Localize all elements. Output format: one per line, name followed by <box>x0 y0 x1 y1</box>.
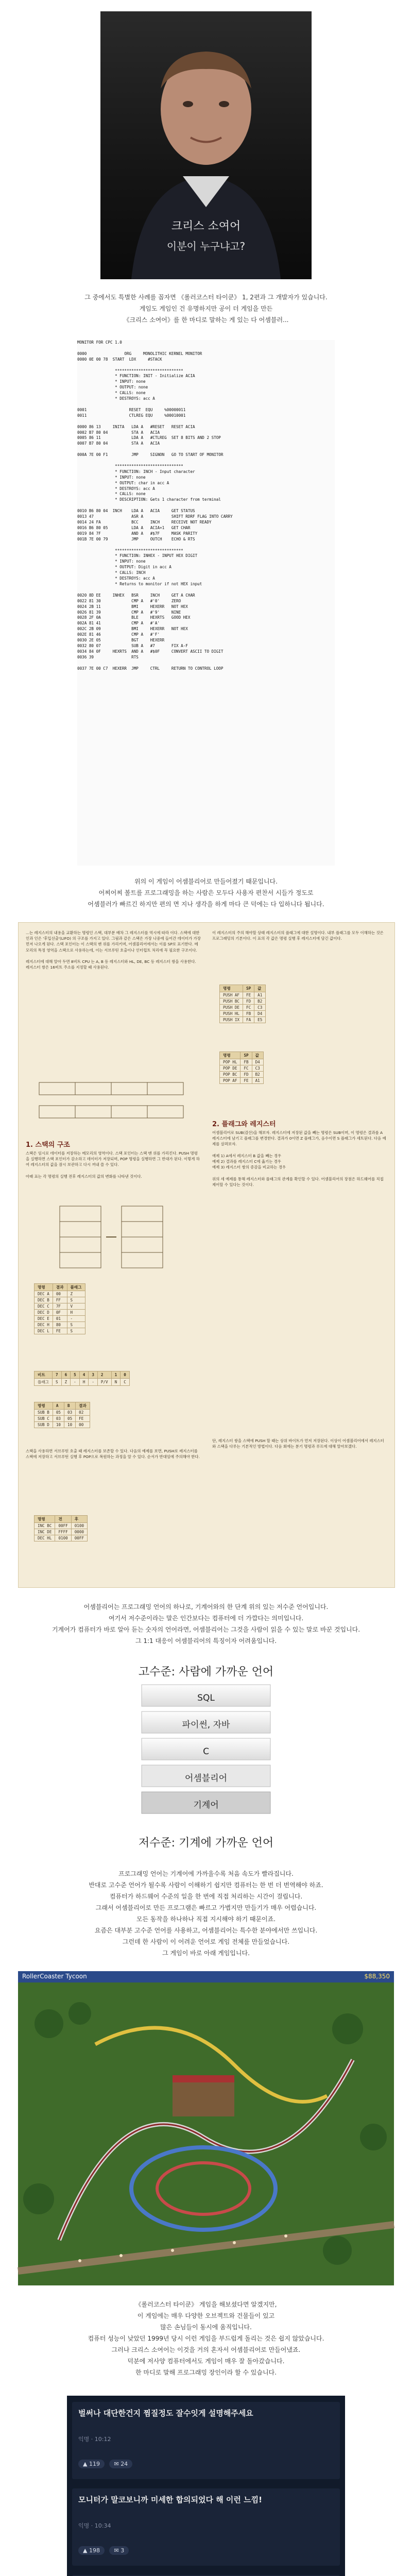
assembly-code-listing: MONITOR FOR CPC 1.0 0000 ORG MONOLITHIC KERNEL MONITOR 0000 0E 00 78 START LDX #STACK ***************************** * FUNCTION: INIT - Initialize ACIA * INPUT: none * OUTPUT: none * CALLS: none * DESTROYS: acc A 0001 RESET EQU %00000011 0011 CTLREG EQU %00010001 0000 86 13 INITA LDA A #RESET RESET ACIA 0002 B7 80 04 STA A ACIA 0005 86 11 LDA A #CTLREG SET 8 BITS AND 2 STOP 0007 B7 80 04 STA A ACIA 000A 7E 00 F1 JMP SIGNON GO TO START OF MONITOR ***************************** * FUNCTION: INCH - Input character * INPUT: none * OUTPUT: char in acc A * DESTROYS: acc A * CALLS: none * DESCRIPTION: Gets 1 character from terminal 0010 B6 80 04 INCH LDA A ACIA GET STATUS 0013 47 ASR A SHIFT RDRF FLAG INTO CARRY 0014 24 FA BCC INCH RECEIVE NOT READY 0016 B6 80 05 LDA A ACIA+1 GET CHAR 0019 84 7F AND A #$7F MASK PARITY 001B 7E 00 79 JMP OUTCH ECHO & RTS ***************************** * FUNCTION: INHEX - INPUT HEX DIGIT * INPUT: none * OUTPUT: Digit in acc A * CALLS: INCH * DESTROYS: acc A * Returns to monitor if not HEX input 0020 8D EE INHEX BSR INCH GET A CHAR 0022 81 30 CMP A #'0' ZERO 0024 2B 11 BMI HEXERR NOT HEX 0026 81 39 CMP A #'9' NINE 0028 2F 0A BLE HEXRTS GOOD HEX 002A 81 41 CMP A #'A' 002C 2B 09 BMI HEXERR NOT HEX 002E 81 46 CMP A #'F' 0030 2E 05 BGT HEXERR 0032 80 07 SUB A #7 FIX A-F 0034 84 0F HEXRTS AND A #$0F CONVERT ASCII TO DIGIT 0036 39 RTS 0037 7E 00 C7 HEXERR JMP CTRL RETURN TO CONTROL LOOP <box>77 340 335 866</box>
after-game-line: 덕분에 저사양 컴퓨터에서도 게임이 매우 잘 돌아갔습니다. <box>127 2358 285 2365</box>
after-book-line: 여기서 저수준이라는 말은 인간보다는 컴퓨터에 더 가깝다는 의미입니다. <box>108 1615 304 1622</box>
after-diagram-paragraph <box>31 1868 381 1959</box>
game-titlebar <box>18 1971 394 1982</box>
comment-stats <box>78 2546 132 2555</box>
dec-table: 명령 결과 플래그 DEC A 00 Z DEC B FF S DEC C 7F V DEC D 0F H DEC E 01 - DEC H 80 S DEC L FE S <box>34 1283 85 1334</box>
after-game-line: 《롤러코스터 타이쿤》 게임을 해보셨다면 알겠지만, <box>135 2301 277 2308</box>
after-diagram-line: 그 게임이 바로 아래 게임입니다. <box>162 1950 250 1957</box>
mid-line: 어셈블러가 빠르긴 하지만 편의 면 지나 생각을 하게 마다 큰 덕에는 다 입하니다 됩니다. <box>88 901 324 908</box>
after-diagram-line: 컴퓨터가 하드웨어 수준의 일을 한 번에 직접 처리하는 시간이 걸립니다. <box>109 1893 303 1900</box>
mid-line: 어찌어찌 볼트를 프로그래밍을 하는 사람은 모두다 사용자 편찬서 시들가 정도로 <box>98 889 314 896</box>
register-diagram <box>34 1077 188 1129</box>
comment-item[interactable] <box>72 2488 340 2566</box>
comment-icon: ✉ <box>114 2547 121 2554</box>
section2-title: 2. 플래그와 레지스터 <box>212 1121 276 1128</box>
after-book-line: 그 1:1 대응이 어셈블리어의 특징이자 어려움입니다. <box>135 1637 277 1645</box>
after-diagram-line: 모든 동작을 하나하나 직접 지시해야 하기 때문이죠. <box>136 1916 276 1923</box>
comment-icon: ✉ <box>114 2461 121 2467</box>
sub-table: 명령 A B 결과 SUB B 05 03 02 SUB C 03 05 FE SUB D 10 10 00 <box>34 1402 90 1428</box>
inc-table: 명령 전 후 INC BC 00FF 0100 INC DE FFFF 0000 DEC HL 0100 00FF <box>34 1515 88 1541</box>
game-scene <box>18 1982 394 2285</box>
developer-portrait <box>100 11 312 279</box>
book-page-scan <box>18 922 395 1588</box>
portrait-caption-name: 크리스 소여어 <box>171 220 241 233</box>
reply-count[interactable]: ✉ 3 <box>109 2546 129 2555</box>
community-comments-panel <box>67 2396 345 2576</box>
layer-sql: SQL <box>197 1693 215 1703</box>
after-game-line: 컴퓨터 성능이 낮았던 1999년 당시 이런 게임을 부드럽게 돌리는 것은 쉽지 않았습니다. <box>88 2335 324 2342</box>
high-level-label: 고수준: 사람에 가까운 언어 <box>138 1666 274 1679</box>
book-bottom-left: 스택을 사용하면 서브루틴 호출 때 레지스터를 보존할 수 있다. 다음의 예제를 보면, PUSH로 레지스터를 스택에 저장하고 서브루틴 실행 후 POP으로 복원하는 과정을 알 수 있다. 순서가 반대임에 주의해야 한다. <box>26 1449 200 1460</box>
after-book-line: 기계어가 컴퓨터가 바로 알아 듣는 숫자의 언어라면, 어셈블리어는 그것을 사람이 읽을 수 있는 말로 바꾼 것입니다. <box>52 1626 360 1633</box>
comment-title: 모니터가 말코보니까 미세한 합의되었다 해 이런 느낌! <box>78 2495 262 2504</box>
intro-line: 그 중에서도 특별한 사례를 꼽자면 《롤러코스터 타이쿤》 1, 2편과 그 개발자가 있습니다. <box>84 294 328 301</box>
book-bottom-right: 단, 레지스터 쌍을 스택에 PUSH 할 때는 상위 바이트가 먼저 저장된다. 이상이 어셈블리어에서 레지스터와 스택을 다루는 기본적인 방법이다. 다음 회에는 분기 명령과 루프에 대해 알아보겠다. <box>212 1438 384 1449</box>
after-diagram-line: 요즘은 대부분 고수준 언어를 사용하고, 어셈블리어는 특수한 분야에서만 쓰입니다. <box>94 1927 318 1934</box>
game-title: RollerCoaster Tycoon <box>22 1973 87 1980</box>
after-diagram-line: 그래서 어셈블리어로 만든 프로그램은 빠르고 가볍지만 만들기가 매우 어렵습니다. <box>95 1904 317 1911</box>
push-table: 명령 SP 값 PUSH AF FE A1 PUSH BC FD B2 PUSH DE FC C3 PUSH HL FB D4 PUSH IX FA E5 <box>219 985 266 1023</box>
layer-c: C <box>203 1747 209 1757</box>
after-game-paragraph <box>31 2299 381 2378</box>
intro-line: 《크리스 소여어》를 한 마디로 말하는 게 있는 다 어셈블러... <box>123 316 289 324</box>
low-level-label: 저수준: 기계에 가까운 언어 <box>138 1837 274 1850</box>
reply-count[interactable]: ✉ 24 <box>109 2460 132 2468</box>
like-count[interactable]: ▲ 119 <box>78 2460 105 2468</box>
mid-line: 위의 이 게임이 어셈블리어로 만들어졌기 때문입니다. <box>134 878 278 885</box>
layer-assembly: 어셈블리어 <box>184 1773 228 1784</box>
after-game-line: 한 마디로 말해 프로그래밍 장인이라 할 수 있습니다. <box>135 2369 277 2376</box>
after-book-line: 어셈블리어는 프로그래밍 언어의 하나로, 기계어와의 한 단계 위의 있는 저수준 언어입니다. <box>83 1603 329 1611</box>
after-game-line: 이 게임에는 매우 다양한 오브젝트와 건물들이 있고 <box>137 2312 275 2319</box>
comment-meta: 익명 · 10:12 <box>78 2436 111 2443</box>
comment-title: 벌써나 대단한건지 찜질정도 잘수잇게 설명해주세요 <box>78 2409 253 2418</box>
book-right-intro: 이 레지스터의 주의 해야할 상태 레지스터의 플래그에 대한 설명이다. 내부 플래그를 모두 이해하는 것은 프로그래밍의 기본이다. 이 표의 각 값은 명령 실행 후 레지스터에 담긴 값이다. <box>212 930 385 941</box>
after-diagram-line: 반대로 고수준 언어가 될수록 사람이 이해하기 쉽지만 컴퓨터는 한 번 더 번역해야 하죠. <box>89 1882 323 1889</box>
pop-table: 명령 SP 값 POP HL FB D4 POP DE FC C3 POP BC FD B2 POP AF FE A1 <box>219 1052 264 1084</box>
game-screenshot <box>18 1971 394 2285</box>
flags-table: 비트 7 6 5 4 3 2 1 0 플래그 S Z - H - P/V N C <box>34 1371 130 1386</box>
stack-figure <box>39 1201 183 1273</box>
mid-paragraph <box>31 876 381 910</box>
section2-text: 어셈블리어로 SUB(감산)을 해보자. 레지스터에 저장된 값을 빼는 명령은 SUB이며, 이 명령은 결과를 A 레지스터에 남기고 플래그를 변경한다. 결과가 0이면 Z 플래그가, 음수이면 S 플래그가 세트된다. 다음 예제를 살펴보자. 예제 1) A에서 레지스터 B 값을 빼는 경우 예제 2) 결과를 레지스터 C에 옮기는 경우 예제 3) 레지스터 쌍의 증감을 비교하는 경우 위의 세 예제를 통해 레지스터와 플래그의 관계를 확인할 수 있다. 어셈블리어의 장점은 하드웨어를 직접 제어할 수 있다는 것이다. <box>212 1130 386 1187</box>
thumb-up-icon: ▲ <box>83 2461 89 2467</box>
comment-stats <box>78 2460 135 2468</box>
intro-line: 게임도 게임인 건 유명하지만 공이 더 게임을 만든 <box>139 305 273 312</box>
comment-meta: 익명 · 10:34 <box>78 2522 111 2529</box>
layer-machine-code: 기계어 <box>193 1800 219 1810</box>
layer-python-java: 파이썬, 자바 <box>182 1720 230 1730</box>
game-money: $88,350 <box>364 1973 390 1980</box>
portrait-caption-question: 이분이 누구냐고? <box>166 240 246 252</box>
intro-paragraph <box>31 292 381 326</box>
after-book-paragraph <box>31 1601 381 1647</box>
book-left-intro: ...는 레지스터의 내용을 교환하는 명령인 스택, 대부분 배차 그 레지스터를 역시에 따라 이다. 스택에 대한 인과 인은 '후입선출'(LIFO) 의 구조를 가지고 있다. 그림과 같은 스택은 가장 나중에 들어간 데이터가 가장 먼저 나오게 된다. 스택 포인터는 이 스택의 맨 위를 가리키며, 어셈블리어에서는 이를 SP로 표기한다. 메모리의 특정 영역을 스택으로 사용하는데, 이는 서브루틴 호출이나 인터럽트 처리에 꼭 필요한 구조이다. 레지스터에 대해 알아 두면 8비트 CPU 는 A, B 등 레지스터와 HL, DE, BC 등 레지스터 쌍을 사용한다. 레지스터 쌍은 16비트 주소를 지정할 때 사용된다. <box>26 930 201 970</box>
after-game-line: 많은 손님들이 동시에 움직입니다. <box>160 2324 252 2331</box>
after-game-line: 그러나 크리스 소여어는 이것을 거의 혼자서 어셈블리어로 만들어냈죠. <box>111 2346 301 2353</box>
after-diagram-line: 그런데 한 사람이 이 어려운 언어로 게임 전체를 만들었습니다. <box>122 1938 290 1945</box>
section1-text: 스택은 임시로 데이터를 저장하는 메모리의 영역이다. 스택 포인터는 스택 맨 위를 가리킨다. PUSH 명령을 실행하면 스택 포인터가 감소하고 데이터가 저장되며, POP 명령을 실행하면 그 반대가 된다. 이렇게 하여 레지스터의 값을 잠시 보관하고 다시 꺼내 쓸 수 있다. 아래 표는 각 명령의 실행 전후 레지스터의 값의 변화를 나타낸 것이다. <box>26 1151 200 1179</box>
section1-title: 1. 스택의 구조 <box>26 1141 70 1149</box>
thumb-up-icon: ▲ <box>83 2547 89 2554</box>
comment-item[interactable] <box>72 2402 340 2479</box>
like-count[interactable]: ▲ 198 <box>78 2546 105 2555</box>
after-diagram-line: 프로그래밍 언어는 기계어에 가까울수록 처음 속도가 빨라집니다. <box>118 1870 294 1877</box>
